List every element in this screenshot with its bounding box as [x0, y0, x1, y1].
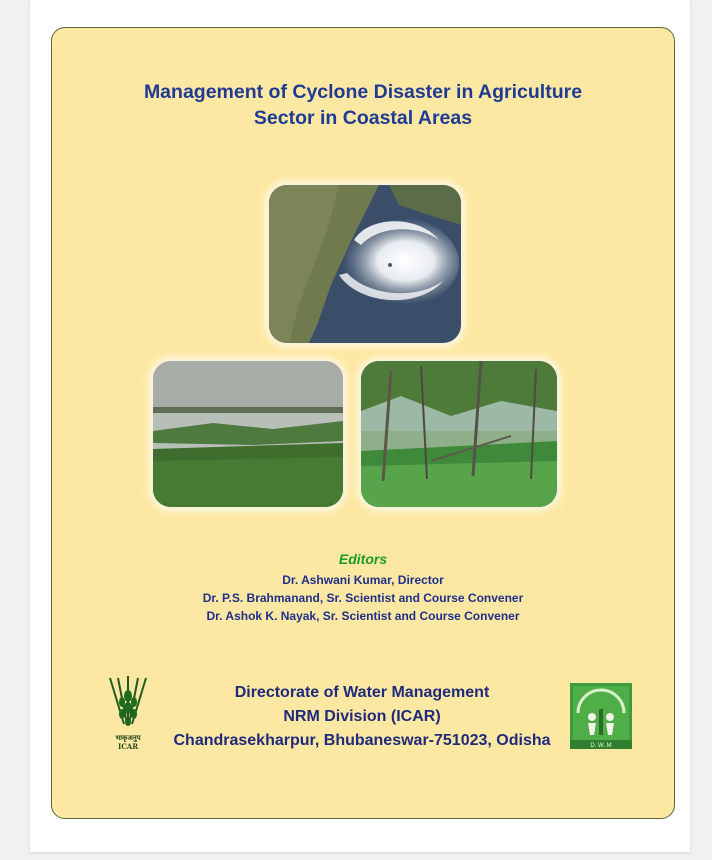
dwm-logo-icon	[570, 683, 632, 749]
organization-division: NRM Division (ICAR)	[283, 708, 441, 725]
title-line-2: Sector in Coastal Areas	[253, 107, 473, 129]
cover-panel	[51, 27, 675, 819]
editor-1: Dr. Ashwani Kumar, Director	[282, 573, 444, 587]
cyclone-satellite-image	[269, 185, 461, 343]
organization-name: Directorate of Water Management	[234, 684, 490, 701]
damaged-forest-image	[361, 361, 557, 507]
document-title	[52, 79, 674, 131]
editor-2: Dr. P.S. Brahmanand, Sr. Scientist and Course Convener	[202, 591, 524, 605]
editor-3: Dr. Ashok K. Nayak, Sr. Scientist and Course Convener	[206, 609, 520, 623]
dwm-text: D. W. M	[590, 743, 612, 749]
title-line-1: Management of Cyclone Disaster in Agriculture	[143, 81, 583, 103]
icar-hindi-text: भाकृअनुप	[115, 733, 141, 742]
flooded-field-image	[153, 361, 343, 507]
icar-text: ICAR	[117, 742, 139, 751]
document-page	[30, 0, 690, 852]
editors-heading: Editors	[338, 551, 388, 567]
organization-address: Chandrasekharpur, Bhubaneswar-751023, Odisha	[173, 732, 551, 749]
